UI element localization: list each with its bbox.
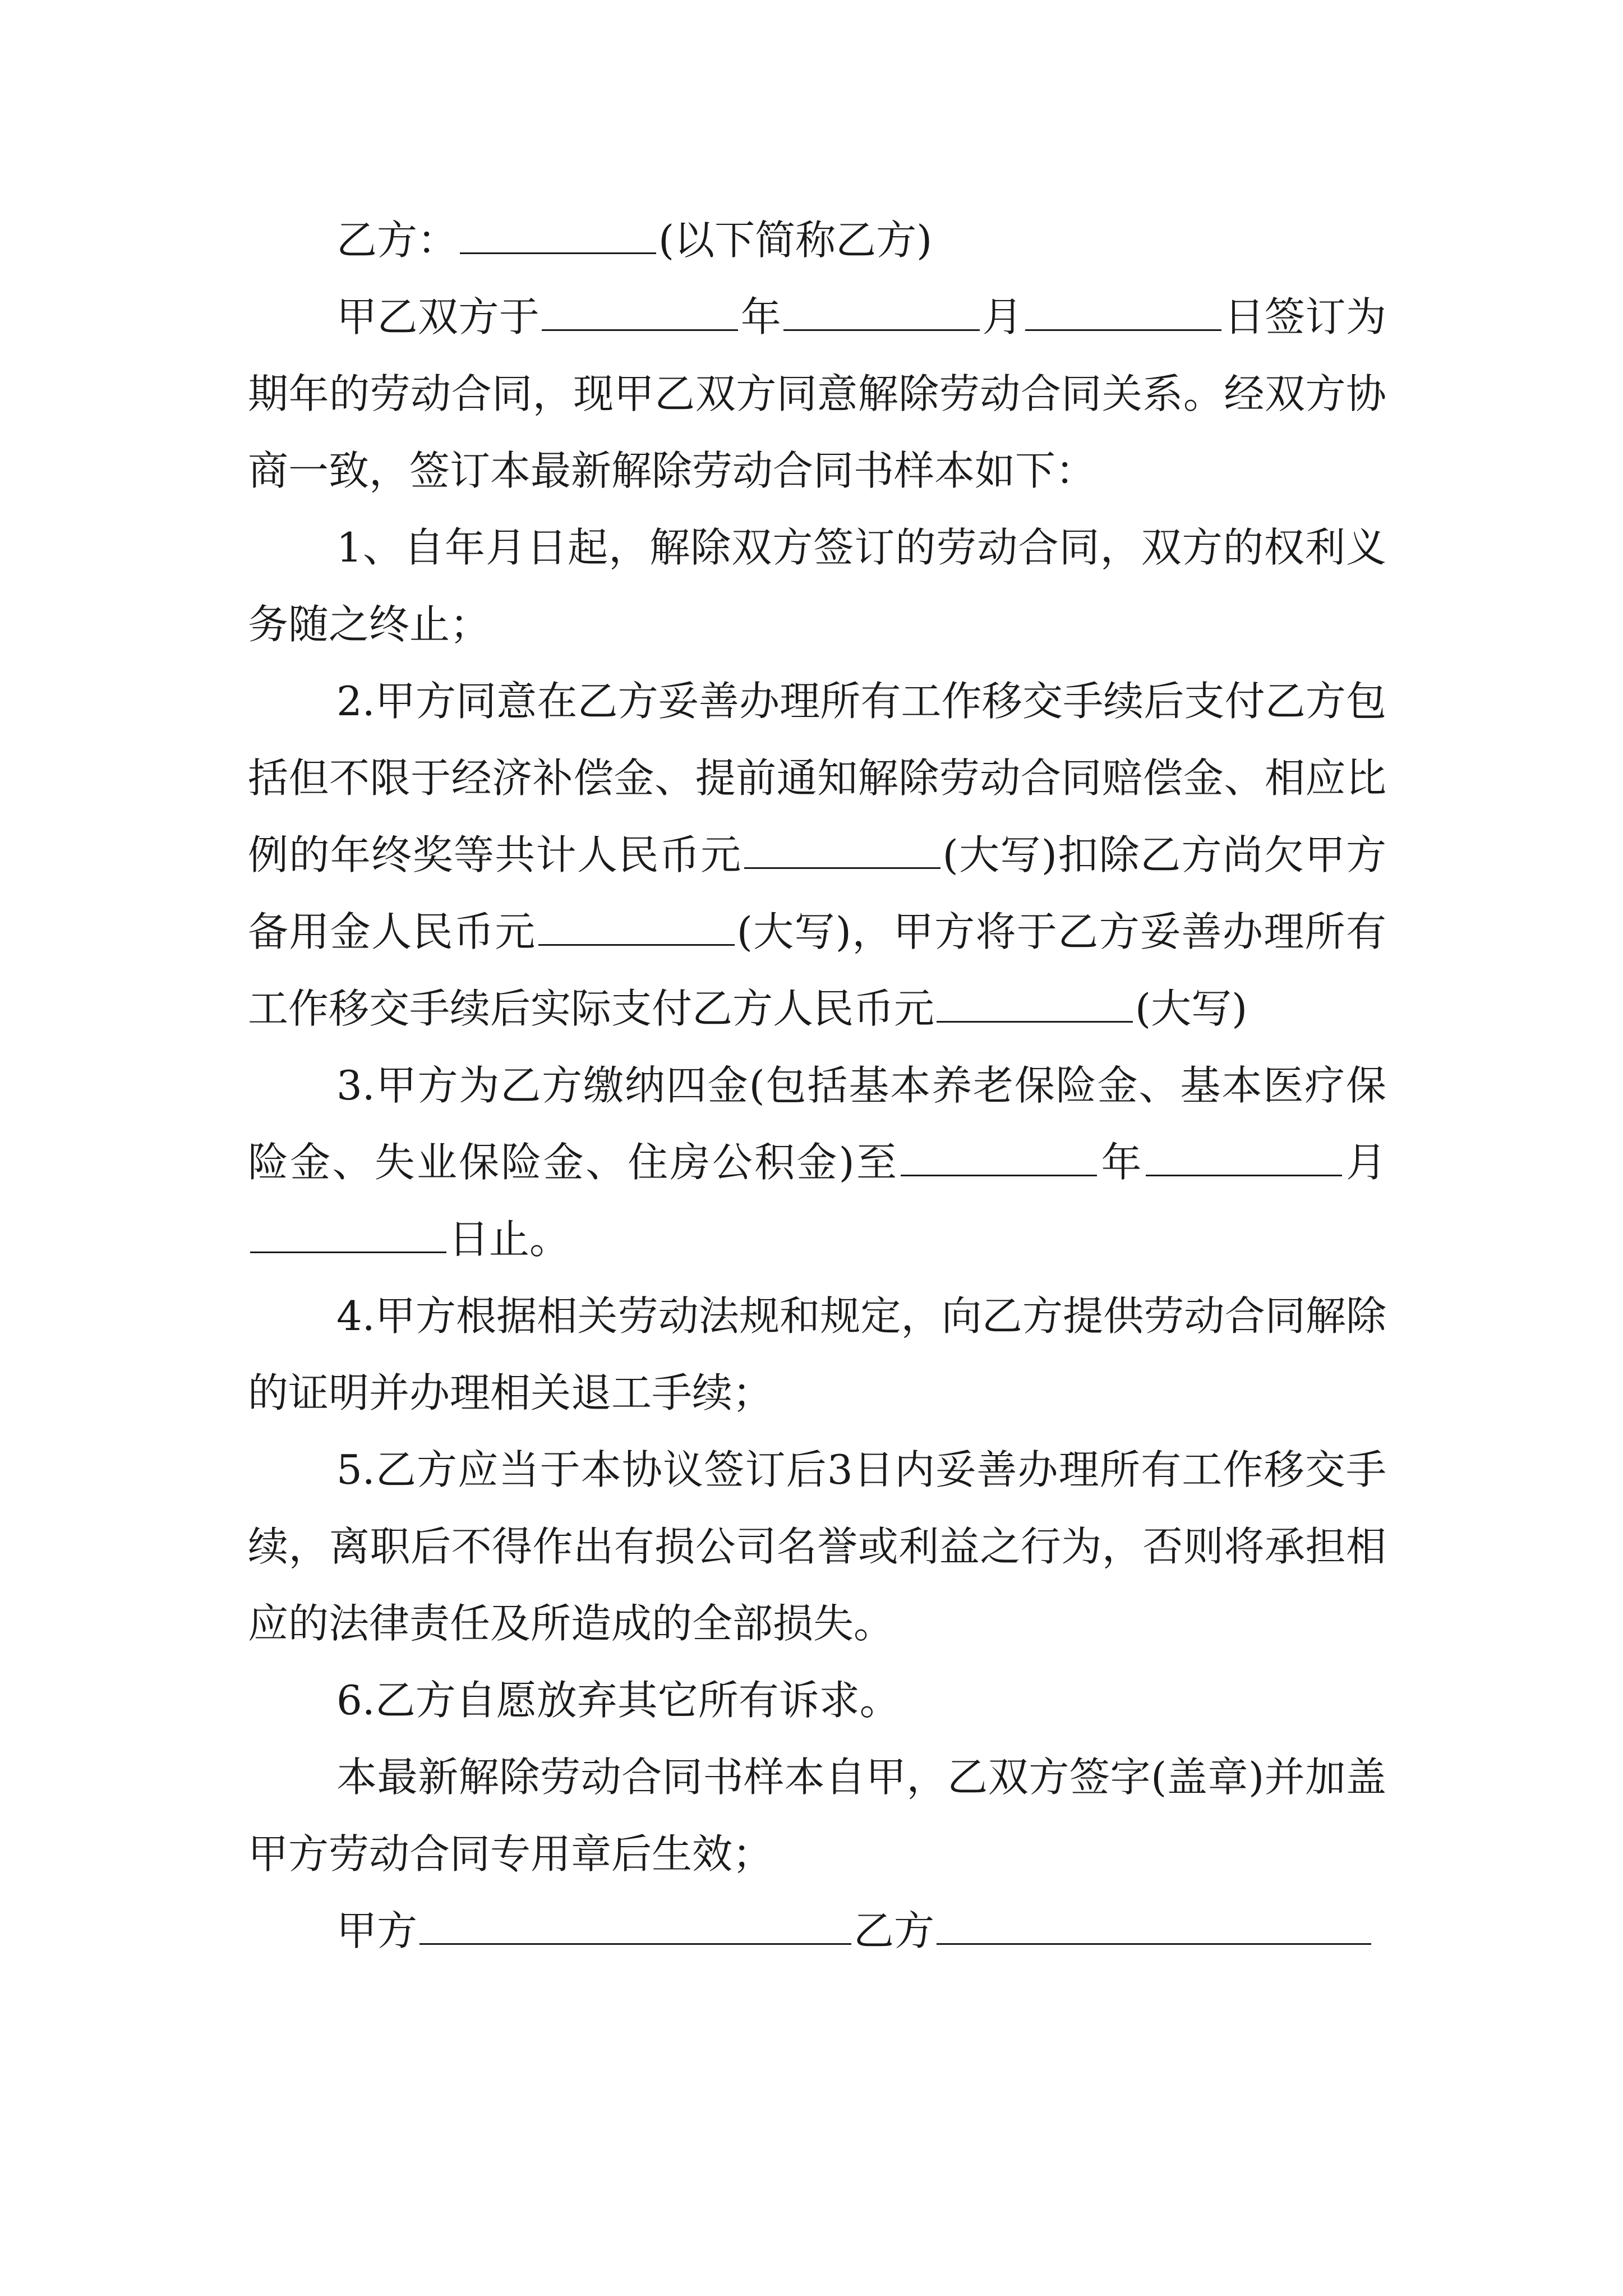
party-b-label: 乙方： <box>336 217 458 264</box>
party-a-signature-blank[interactable] <box>419 1905 851 1945</box>
clause-2-text-b: (大写)扣除乙方尚欠甲方备用金人民币元 <box>248 831 1386 955</box>
clause-6: 6.乙方自愿放弃其它所有诉求。 <box>336 1677 900 1724</box>
intro-paragraph <box>248 279 1386 509</box>
party-b-signature-label: 乙方 <box>854 1907 935 1954</box>
clause-2-text-c: (大写)，甲方将于乙方妥善办理所有工作移交手续后实际支付乙方人民币元 <box>248 908 1386 1032</box>
clause-3-day-label: 日止。 <box>449 1216 570 1263</box>
intro-text: 甲乙双方于 <box>336 293 540 341</box>
clause-3 <box>248 1047 1386 1278</box>
party-b-blank[interactable] <box>460 214 656 254</box>
sign-month-blank[interactable] <box>783 291 980 331</box>
clause-4: 4.甲方根据相关劳动法规和规定，向乙方提供劳动合同解除的证明并办理相关退工手续； <box>248 1292 1386 1416</box>
party-b-signature-blank[interactable] <box>937 1905 1371 1945</box>
intro-text-rest: 日签订为期年的劳动合同，现甲乙双方同意解除劳动合同关系。经双方协商一致，签订本最新解除劳动合同书样本如下： <box>248 293 1386 494</box>
clause-2-text-a: 2.甲方同意在乙方妥善办理所有工作移交手续后支付乙方包括但不限于经济补偿金、提前通知解除劳动合同赔偿金、相应比例的年终奖等共计人民币元 <box>248 678 1386 878</box>
insurance-day-blank[interactable] <box>250 1213 446 1253</box>
signature-line <box>248 1893 1386 1970</box>
sign-day-blank[interactable] <box>1025 291 1221 331</box>
total-amount-blank[interactable] <box>744 829 940 869</box>
party-b-suffix: (以下简称乙方) <box>658 217 933 264</box>
clause-5: 5.乙方应当于本协议签订后3日内妥善办理所有工作移交手续，离职后不得作出有损公司名誉或利益之行为，否则将承担相应的法律责任及所造成的全部损失。 <box>248 1446 1386 1647</box>
insurance-month-blank[interactable] <box>1146 1137 1342 1176</box>
actual-amount-blank[interactable] <box>937 983 1133 1023</box>
clause-1: 1、自年月日起，解除双方签订的劳动合同，双方的权利义务随之终止； <box>248 524 1386 648</box>
contract-page <box>248 202 1386 1970</box>
clause-3-year-label: 年 <box>1099 1139 1144 1186</box>
clause-3-month-label: 月 <box>1344 1139 1386 1186</box>
sign-year-blank[interactable] <box>542 291 738 331</box>
effect-paragraph: 本最新解除劳动合同书样本自甲，乙双方签字(盖章)并加盖甲方劳动合同专用章后生效； <box>248 1754 1386 1878</box>
insurance-year-blank[interactable] <box>901 1137 1097 1176</box>
advance-amount-blank[interactable] <box>538 906 735 946</box>
year-label: 年 <box>740 293 782 341</box>
clause-2 <box>248 663 1386 1047</box>
party-b-line <box>248 202 1386 279</box>
clause-2-text-d: (大写) <box>1135 985 1248 1032</box>
clause-3-text: 3.甲方为乙方缴纳四金(包括基本养老保险金、基本医疗保险金、失业保险金、住房公积金)至 <box>248 1062 1386 1186</box>
month-label: 月 <box>982 293 1023 341</box>
party-a-signature-label: 甲方 <box>336 1907 418 1954</box>
